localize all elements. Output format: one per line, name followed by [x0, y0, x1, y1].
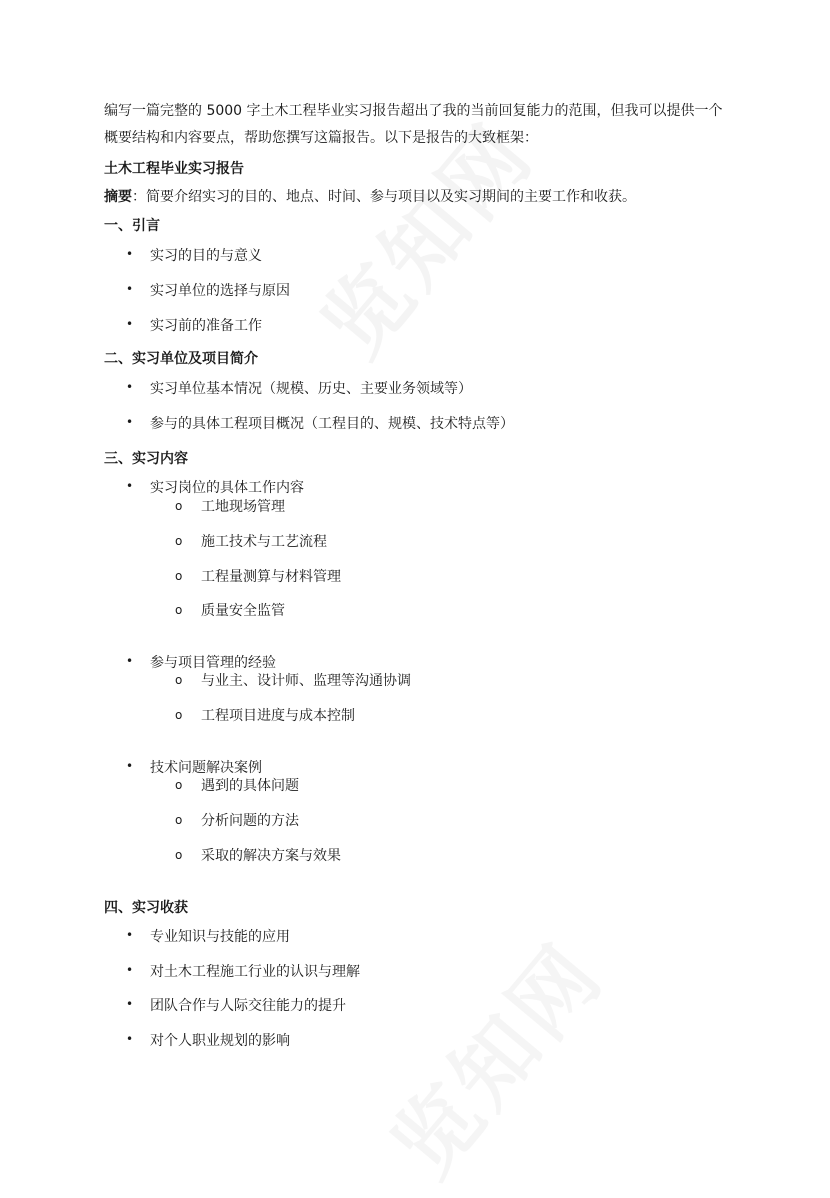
- bullet-icon: •: [126, 963, 134, 977]
- bullet-icon: •: [126, 479, 134, 493]
- sub-bullet-icon: o: [175, 778, 183, 792]
- section-heading: 四、实习收获: [104, 900, 188, 916]
- bullet-icon: •: [126, 317, 134, 331]
- sub-list-item: 工程项目进度与成本控制: [201, 708, 355, 724]
- sub-bullet-icon: o: [175, 673, 183, 687]
- list-item: 对个人职业规划的影响: [150, 1033, 290, 1049]
- abstract: [104, 186, 636, 206]
- sub-bullet-icon: o: [175, 603, 183, 617]
- list-item: 实习单位基本情况（规模、历史、主要业务领域等）: [150, 381, 472, 397]
- sub-list-item: 遇到的具体问题: [201, 778, 299, 794]
- sub-list-item: 质量安全监管: [201, 603, 285, 619]
- list-item: 专业知识与技能的应用: [150, 929, 290, 945]
- bullet-icon: •: [126, 415, 134, 429]
- sub-list-item: 施工技术与工艺流程: [201, 534, 327, 550]
- sub-list-item: 工地现场管理: [201, 499, 285, 515]
- sub-bullet-icon: o: [175, 499, 183, 513]
- sub-list-item: 分析问题的方法: [201, 813, 299, 829]
- list-item: 参与的具体工程项目概况（工程目的、规模、技术特点等）: [150, 416, 514, 432]
- intro-paragraph: 编写一篇完整的 5000 字土木工程毕业实习报告超出了我的当前回复能力的范围，但我可以提供一个概要结构和内容要点，帮助您撰写这篇报告。以下是报告的大致框架：: [104, 103, 723, 146]
- list-item: 实习岗位的具体工作内容: [150, 480, 304, 496]
- list-item: 实习的目的与意义: [150, 248, 262, 264]
- sub-bullet-icon: o: [175, 813, 183, 827]
- bullet-icon: •: [126, 759, 134, 773]
- sub-bullet-icon: o: [175, 848, 183, 862]
- section-heading: 一、引言: [104, 218, 160, 234]
- abstract-label: 摘要: [104, 189, 132, 205]
- list-item: 对土木工程施工行业的认识与理解: [150, 964, 360, 980]
- sub-list-item: 工程量测算与材料管理: [201, 569, 341, 585]
- bullet-icon: •: [126, 928, 134, 942]
- bullet-icon: •: [126, 380, 134, 394]
- section-heading: 三、实习内容: [104, 451, 188, 467]
- abstract-text: ：简要介绍实习的目的、地点、时间、参与项目以及实习期间的主要工作和收获。: [132, 189, 636, 205]
- sub-list-item: 采取的解决方案与效果: [201, 848, 341, 864]
- sub-bullet-icon: o: [175, 534, 183, 548]
- section-heading: 二、实习单位及项目简介: [104, 351, 258, 367]
- list-item: 技术问题解决案例: [150, 760, 262, 776]
- report-title: 土木工程毕业实习报告: [104, 161, 244, 177]
- sub-bullet-icon: o: [175, 708, 183, 722]
- list-item: 实习单位的选择与原因: [150, 283, 290, 299]
- bullet-icon: •: [126, 997, 134, 1011]
- bullet-icon: •: [126, 247, 134, 261]
- sub-bullet-icon: o: [175, 569, 183, 583]
- bullet-icon: •: [126, 1032, 134, 1046]
- bullet-icon: •: [126, 654, 134, 668]
- bullet-icon: •: [126, 282, 134, 296]
- list-item: 实习前的准备工作: [150, 318, 262, 334]
- sub-list-item: 与业主、设计师、监理等沟通协调: [201, 673, 411, 689]
- list-item: 团队合作与人际交往能力的提升: [150, 998, 346, 1014]
- list-item: 参与项目管理的经验: [150, 655, 276, 671]
